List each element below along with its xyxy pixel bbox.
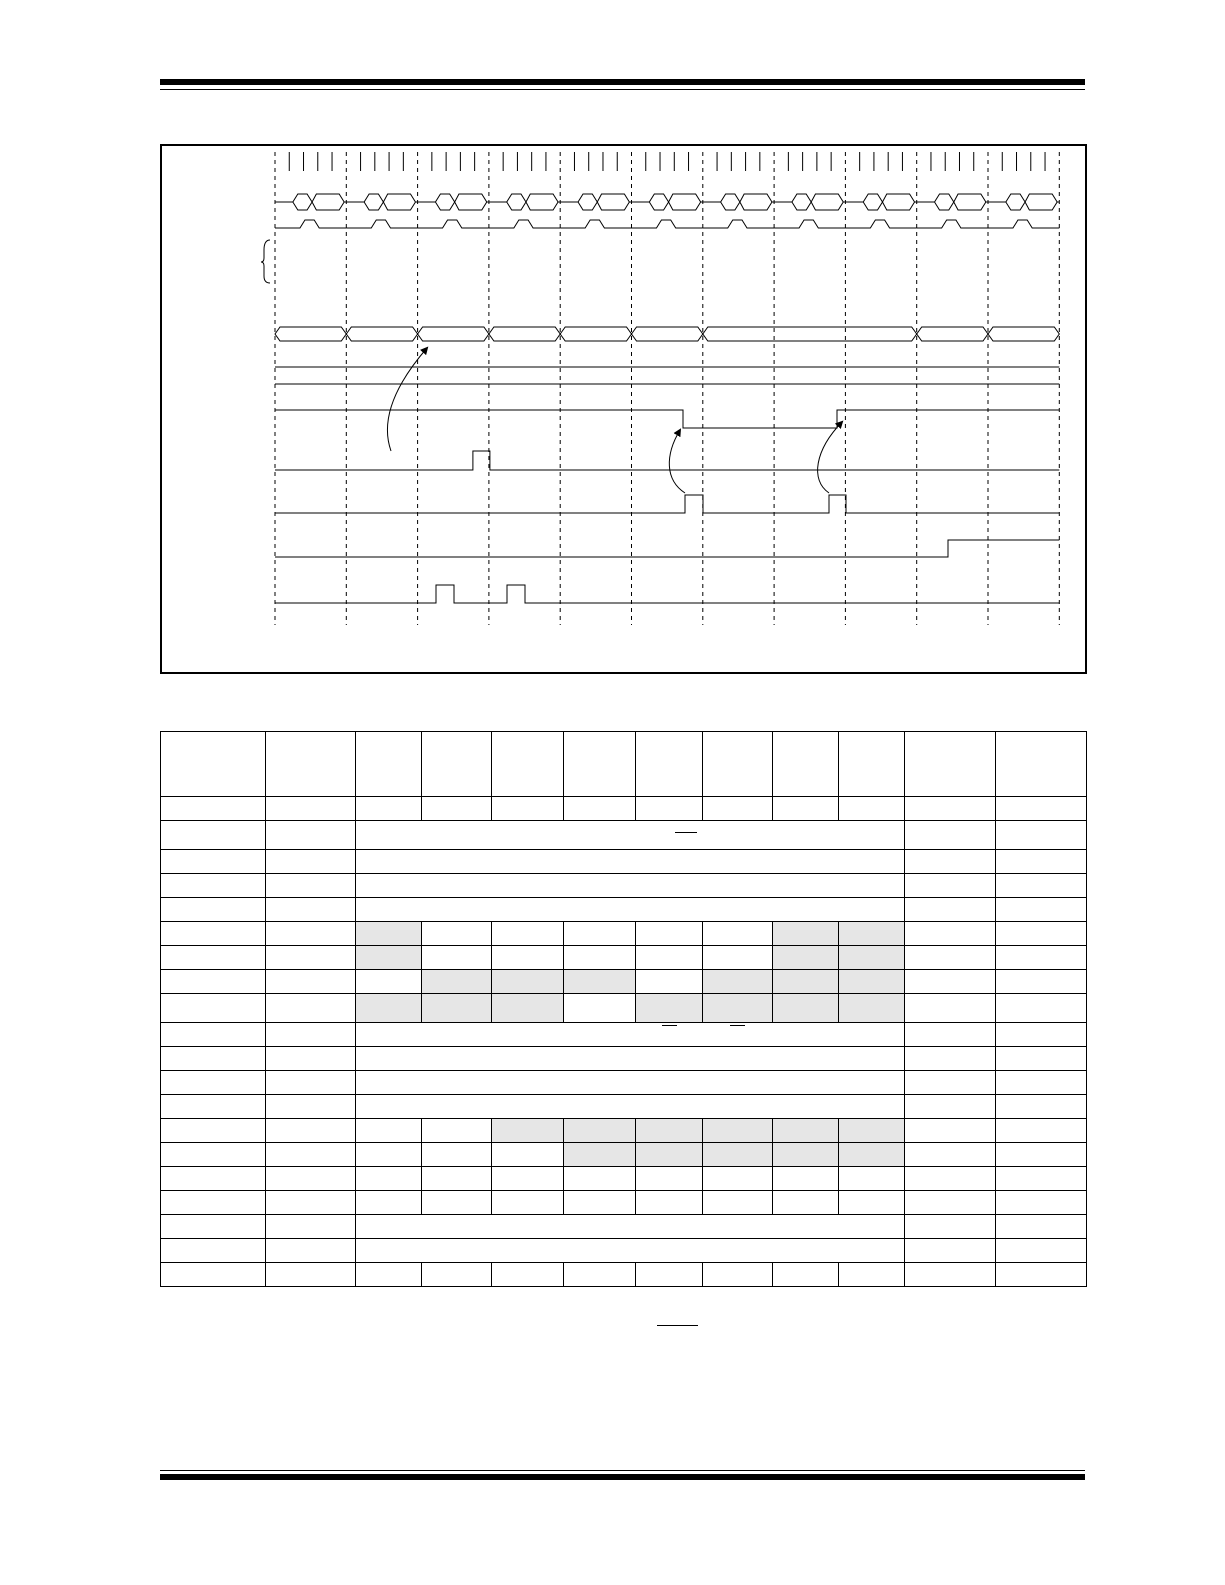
oscillator-cycle [845, 194, 916, 210]
table-cell [266, 1191, 356, 1215]
table-cell [636, 797, 703, 821]
table-row [161, 1215, 1087, 1239]
table-cell [905, 1167, 996, 1191]
table-cell [356, 1023, 905, 1047]
table-cell [356, 1215, 905, 1239]
table-cell [773, 797, 839, 821]
q-clock-cycle [845, 220, 916, 228]
oscillator-cycle [418, 194, 489, 210]
q-clock-cycle [275, 220, 346, 228]
table-cell [905, 898, 996, 922]
table-cell [266, 1071, 356, 1095]
table-cell [905, 946, 996, 970]
table-cell [356, 1143, 422, 1167]
table-cell [266, 1263, 356, 1287]
arrow-icon [387, 348, 427, 451]
table-cell [161, 922, 266, 946]
oscillator-cycle [489, 194, 560, 210]
table-cell [492, 732, 564, 797]
brace-icon [261, 240, 270, 283]
footer-rule-thin [160, 1470, 1085, 1471]
table-cell [266, 1239, 356, 1263]
table-cell [266, 898, 356, 922]
table-cell [839, 946, 905, 970]
table-cell [422, 732, 492, 797]
table-cell [564, 1167, 636, 1191]
table-cell [773, 970, 839, 994]
table-cell [839, 1119, 905, 1143]
timing-diagram-frame [161, 145, 1086, 673]
table-cell [905, 1263, 996, 1287]
table-cell [161, 1023, 266, 1047]
table-cell [422, 1191, 492, 1215]
table-row [161, 797, 1087, 821]
table-cell [839, 1143, 905, 1167]
table-cell [703, 1119, 773, 1143]
table-row [161, 1239, 1087, 1263]
table-cell [161, 898, 266, 922]
q-clock-cycle [560, 220, 631, 228]
table-cell [996, 1071, 1087, 1095]
bus-cell [632, 327, 703, 341]
table-cell [636, 732, 703, 797]
table-cell [839, 797, 905, 821]
table-cell [996, 1095, 1087, 1119]
table-cell [492, 797, 564, 821]
table-cell [996, 994, 1087, 1023]
q-clock-cycle [418, 220, 489, 228]
table-cell [996, 922, 1087, 946]
table-cell [161, 1047, 266, 1071]
timing-diagram [0, 0, 1225, 700]
table-cell [636, 1191, 703, 1215]
pulse-signal [275, 585, 1059, 603]
table-row [161, 994, 1087, 1023]
table-cell [161, 797, 266, 821]
table-cell [996, 946, 1087, 970]
table-cell [356, 1263, 422, 1287]
q-clock-cycle [774, 220, 845, 228]
bus-cell [489, 327, 560, 341]
table-cell [266, 946, 356, 970]
oscillator-cycle [988, 194, 1059, 210]
bus-cell [917, 327, 988, 341]
bus-cell [418, 327, 489, 341]
table-row [161, 970, 1087, 994]
table-cell [266, 1095, 356, 1119]
table-cell [703, 1263, 773, 1287]
table-cell [266, 1215, 356, 1239]
table-cell [996, 1167, 1087, 1191]
q-clock-cycle [917, 220, 988, 228]
clock-ticks [289, 152, 1045, 171]
table-cell [356, 732, 422, 797]
table-cell [905, 797, 996, 821]
table-cell [905, 874, 996, 898]
table-cell [161, 1143, 266, 1167]
table-cell [636, 1263, 703, 1287]
q-clock-waveform [275, 220, 1059, 228]
table-cell [266, 874, 356, 898]
table-cell [356, 922, 422, 946]
table-cell [564, 994, 636, 1023]
table-cell [422, 970, 492, 994]
table-cell [161, 1263, 266, 1287]
table-cell [703, 732, 773, 797]
table-cell [564, 970, 636, 994]
table-cell [356, 821, 905, 850]
bus-cell [275, 327, 346, 341]
q-clock-cycle [346, 220, 417, 228]
table-cell [564, 922, 636, 946]
division-gridlines [275, 152, 1059, 625]
table-row [161, 1047, 1087, 1071]
table-cell [773, 922, 839, 946]
overline-mark [730, 1025, 745, 1026]
table-cell [422, 797, 492, 821]
pulse-signal [275, 495, 1059, 513]
table-row [161, 946, 1087, 970]
table-cell [266, 1047, 356, 1071]
table-cell [996, 1023, 1087, 1047]
table-cell [703, 797, 773, 821]
q-clock-cycle [988, 220, 1059, 228]
register-table [160, 731, 1087, 1287]
table-cell [356, 850, 905, 874]
table-cell [356, 1191, 422, 1215]
table-cell [266, 970, 356, 994]
table-cell [905, 821, 996, 850]
table-cell [996, 821, 1087, 850]
bus-cell [703, 327, 917, 341]
oscillator-waveform [275, 194, 1059, 210]
table-cell [564, 1143, 636, 1167]
bus-cell [346, 327, 417, 341]
table-cell [422, 1263, 492, 1287]
table-cell [161, 732, 266, 797]
table-cell [564, 1119, 636, 1143]
table-cell [905, 1071, 996, 1095]
table-cell [492, 946, 564, 970]
table-cell [996, 1239, 1087, 1263]
table-cell [839, 732, 905, 797]
q-clock-cycle [489, 220, 560, 228]
table-cell [996, 874, 1087, 898]
table-row [161, 1119, 1087, 1143]
table-cell [905, 970, 996, 994]
oscillator-cycle [346, 194, 417, 210]
table-row [161, 874, 1087, 898]
table-cell [422, 994, 492, 1023]
table-cell [636, 970, 703, 994]
table-cell [356, 1047, 905, 1071]
table-row [161, 850, 1087, 874]
table-cell [703, 994, 773, 1023]
table-cell [773, 994, 839, 1023]
table-cell [564, 1191, 636, 1215]
oscillator-cycle [632, 194, 703, 210]
table-cell [905, 1215, 996, 1239]
table-cell [703, 1167, 773, 1191]
table-cell [266, 1023, 356, 1047]
table-cell [996, 970, 1087, 994]
table-cell [773, 1167, 839, 1191]
table-cell [703, 1191, 773, 1215]
table-cell [703, 946, 773, 970]
table-cell [492, 1143, 564, 1167]
table-cell [492, 1119, 564, 1143]
table-cell [492, 922, 564, 946]
table-cell [564, 1263, 636, 1287]
table-cell [839, 1263, 905, 1287]
oscillator-cycle [703, 194, 774, 210]
table-cell [422, 1119, 492, 1143]
table-cell [161, 1119, 266, 1143]
overline-mark [662, 1025, 677, 1026]
table-cell [356, 1095, 905, 1119]
bus-cell [988, 327, 1059, 341]
table-cell [161, 970, 266, 994]
table-cell [266, 1167, 356, 1191]
table-cell [161, 1191, 266, 1215]
table-row [161, 898, 1087, 922]
table-cell [422, 1167, 492, 1191]
table-row [161, 821, 1087, 850]
table-cell [266, 1119, 356, 1143]
table-cell [996, 1215, 1087, 1239]
table-cell [905, 1095, 996, 1119]
table-cell [905, 1191, 996, 1215]
table-cell [839, 970, 905, 994]
table-cell [161, 874, 266, 898]
table-cell [266, 850, 356, 874]
table-cell [564, 946, 636, 970]
table-cell [422, 922, 492, 946]
table-cell [996, 850, 1087, 874]
table-row [161, 1071, 1087, 1095]
footer-rule-thick [160, 1474, 1085, 1480]
overline-mark [657, 1325, 698, 1326]
table-cell [161, 946, 266, 970]
table-row [161, 1143, 1087, 1167]
table-cell [266, 732, 356, 797]
table-cell [266, 922, 356, 946]
table-cell [266, 994, 356, 1023]
table-cell [996, 898, 1087, 922]
table-cell [703, 1143, 773, 1167]
table-cell [161, 1239, 266, 1263]
table-cell [161, 1071, 266, 1095]
table-cell [492, 1191, 564, 1215]
table-cell [422, 946, 492, 970]
table-cell [996, 1143, 1087, 1167]
table-cell [266, 797, 356, 821]
table-cell [422, 1143, 492, 1167]
table-cell [161, 850, 266, 874]
bus-cell [560, 327, 631, 341]
table-row [161, 1023, 1087, 1047]
table-cell [773, 1143, 839, 1167]
table-cell [636, 1119, 703, 1143]
table-cell [356, 1119, 422, 1143]
table-cell [905, 1119, 996, 1143]
oscillator-cycle [917, 194, 988, 210]
table-cell [161, 821, 266, 850]
q-clock-cycle [703, 220, 774, 228]
table-cell [996, 1263, 1087, 1287]
table-cell [356, 970, 422, 994]
table-cell [356, 946, 422, 970]
table-cell [564, 732, 636, 797]
table-cell [492, 970, 564, 994]
table-cell [905, 850, 996, 874]
table-cell [356, 994, 422, 1023]
table-cell [905, 1023, 996, 1047]
table-cell [839, 1191, 905, 1215]
table-row [161, 1095, 1087, 1119]
oscillator-cycle [774, 194, 845, 210]
oscillator-cycle [275, 194, 346, 210]
arrow-icon [669, 430, 685, 493]
table-cell [356, 1167, 422, 1191]
overline-mark [675, 832, 697, 833]
table-cell [356, 1239, 905, 1263]
table-cell [996, 1191, 1087, 1215]
table-cell [839, 1167, 905, 1191]
table-row [161, 1167, 1087, 1191]
table-cell [492, 994, 564, 1023]
table-cell [773, 1191, 839, 1215]
table-cell [636, 1143, 703, 1167]
table-cell [161, 1215, 266, 1239]
table-cell [773, 1263, 839, 1287]
table-cell [161, 1167, 266, 1191]
table-cell [996, 1047, 1087, 1071]
table-cell [356, 874, 905, 898]
table-cell [703, 970, 773, 994]
table-cell [703, 922, 773, 946]
table-cell [636, 922, 703, 946]
table-cell [773, 732, 839, 797]
arrow-icon [818, 422, 842, 493]
table-cell [905, 732, 996, 797]
table-row [161, 1263, 1087, 1287]
status-signal [275, 410, 1059, 428]
table-cell [636, 994, 703, 1023]
table-cell [356, 797, 422, 821]
table-cell [266, 821, 356, 850]
table-row [161, 1191, 1087, 1215]
table-cell [905, 1047, 996, 1071]
bus-waveforms [275, 327, 1059, 341]
table-cell [356, 898, 905, 922]
table-cell [266, 1143, 356, 1167]
table-cell [356, 1071, 905, 1095]
table-cell [636, 946, 703, 970]
table-cell [564, 797, 636, 821]
table-cell [773, 946, 839, 970]
table-cell [996, 732, 1087, 797]
table-header-row [161, 732, 1087, 797]
table-cell [905, 994, 996, 1023]
table-cell [905, 1143, 996, 1167]
q-clock-cycle [632, 220, 703, 228]
table-cell [839, 922, 905, 946]
table-cell [839, 994, 905, 1023]
step-signal [275, 540, 1059, 557]
table-cell [773, 1119, 839, 1143]
table-cell [492, 1167, 564, 1191]
table-cell [492, 1263, 564, 1287]
oscillator-cycle [560, 194, 631, 210]
table-cell [161, 1095, 266, 1119]
table-cell [161, 994, 266, 1023]
table-cell [636, 1167, 703, 1191]
table-cell [905, 1239, 996, 1263]
table-cell [996, 1119, 1087, 1143]
pulse-signal [275, 451, 1059, 470]
table-row [161, 922, 1087, 946]
table-cell [996, 797, 1087, 821]
table-cell [905, 922, 996, 946]
